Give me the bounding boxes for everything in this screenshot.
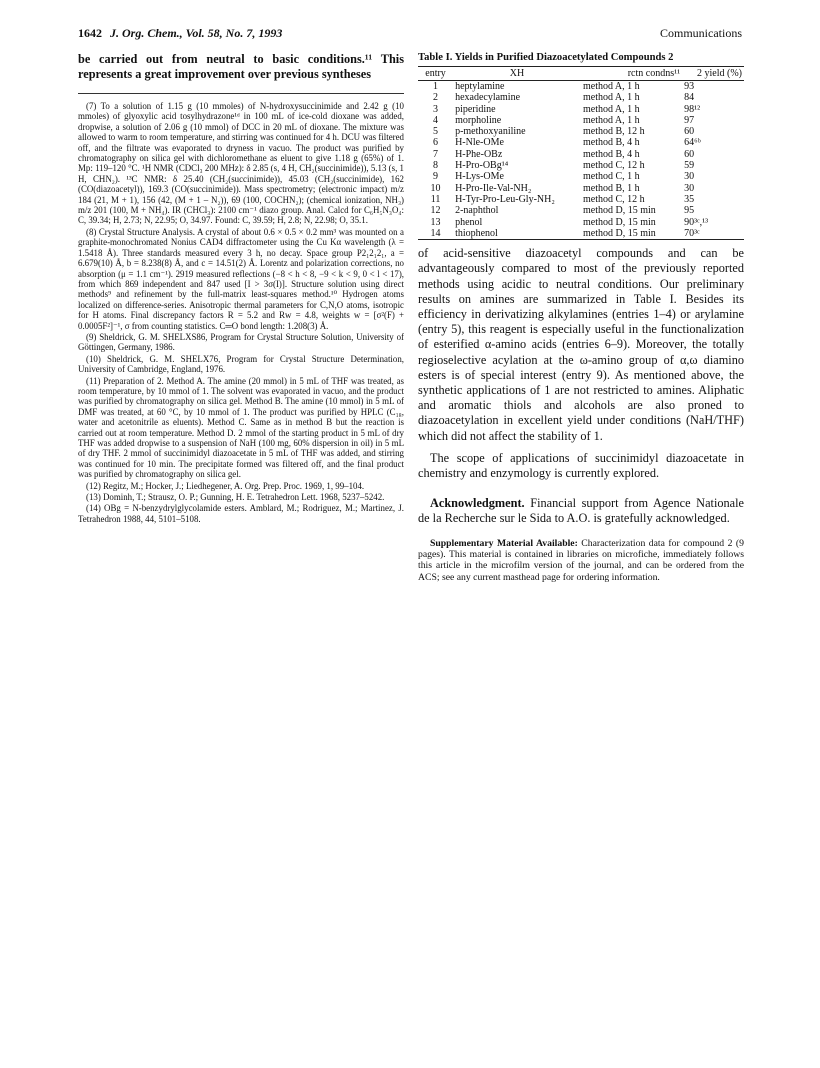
conditions-cell: method A, 1 h [582,92,640,104]
yields-table [418,66,744,240]
supplementary-heading: Supplementary Material Available: [430,537,578,549]
col-header-xh: XH [509,68,525,79]
yield-cell: 60 [684,148,695,160]
table-row [418,171,744,182]
table-row [418,81,744,93]
xh-cell: thiophenol [455,227,498,239]
conditions-cell: method D, 15 min [582,205,656,217]
yield-cell: 70³ᶜ [684,227,700,239]
conditions-cell: method B, 4 h [582,137,640,149]
entry-cell: 6 [433,137,439,149]
xh-cell: H-Pro-OBg¹⁴ [455,160,509,172]
entry-cell: 1 [433,81,439,92]
page-number: 1642 [78,26,102,40]
xh-cell: 2-naphthol [455,205,499,217]
col-header-conditions: rctn condns¹¹ [627,68,681,79]
yield-cell: 97 [684,114,695,126]
entry-cell: 7 [433,148,439,160]
lead-text: be carried out from neutral to basic conditions.¹¹ This represents a great improvement over previous syntheses [78,52,404,81]
table-row [418,194,744,205]
supplementary-material [418,538,744,584]
xh-cell: H-Tyr-Pro-Leu-Gly-NH₂ [455,193,555,205]
acknowledgment-heading: Acknowledgment. [430,496,525,511]
yield-cell: 35 [684,193,695,205]
entry-cell: 4 [433,114,439,126]
footnote-12: (12) Regitz, M.; Hocker, J.; Liedhegener, A. Org. Prep. Proc. 1969, 1, 99–104. [86,480,365,491]
conditions-cell: method C, 12 h [582,160,645,172]
footnote-10: (10) Sheldrick, G. M. SHELX76, Program for Crystal Structure Determination, University of Cambridge, England, 1976. [78,353,404,375]
conditions-cell: method D, 15 min [582,216,656,228]
xh-cell: p-methoxyaniline [455,126,526,138]
entry-cell: 3 [433,103,439,115]
conditions-cell: method A, 1 h [582,103,640,115]
table-row [418,115,744,126]
yield-cell: 60 [684,126,695,138]
entry-cell: 14 [430,227,441,239]
table-row [418,92,744,103]
table-row [418,137,744,148]
table-row [418,160,744,171]
yield-cell: 90³ᶜ,¹³ [684,216,709,228]
yield-cell: 98¹² [684,103,701,115]
conditions-cell: method B, 4 h [582,148,640,160]
xh-cell: piperidine [455,103,496,115]
footnote-divider [78,93,404,94]
entry-cell: 11 [430,193,441,205]
entry-cell: 5 [433,126,439,138]
conditions-cell: method C, 1 h [582,171,640,183]
table-row [418,183,744,194]
footnote-9: (9) Sheldrick, G. M. SHELXS86, Program for Crystal Structure Solution, University of Göttingen, Germany, 1986. [78,331,404,353]
entry-cell: 8 [433,160,439,172]
xh-cell: hexadecylamine [455,92,521,104]
table-row [418,149,744,160]
col-header-yield: 2 yield (%) [697,68,742,79]
body-paragraph: of acid-sensitive diazoacetyl compounds and can be advantageously compared to most of the previously reported methods using acidic to neutral conditions. Our preliminary results on amines are summarized in Table I. Besides its efficiency in derivatizing alkylamines (entries 1–4) or arylamine (entry 5), this reagent is especially useful in the functionalization of esterified α-amino acids (entries 6–9). Moreover, the totally regioselective acylation at the ω-amino group of α,ω diamino esters is of special interest (entry 9). As mentioned above, the synthetic applications of 1 are not restricted to amines. Aliphatic and aromatic thiols and alcohols are also proned to diazoacetylation in excellent yield under conditions (NaH/THF) which did not affect the stability of 1. [418,246,744,443]
right-column [418,52,744,583]
yield-cell: 84 [684,92,695,104]
xh-cell: H-Lys-OMe [455,171,504,183]
left-column [78,52,404,525]
xh-cell: H-Phe-OBz [455,148,503,160]
xh-cell: phenol [455,216,483,228]
supplementary-text: Characterization data for compound 2 (9 pages). This material is contained in libraries on microfiche, immediately follows this article in the microfilm version of the journal, and can be ordered from the ACS; see any current masthead page for ordering information. [418,537,744,583]
footnote-14: (14) OBg = N-benzydrylglycolamide esters. Amblard, M.; Rodriguez, M.; Martinez, J. Tetrahedron 1988, 44, 5101–5108. [78,503,404,524]
xh-cell: H-Pro-Ile-Val-NH₂ [455,182,532,194]
table-row [418,205,744,216]
col-header-entry: entry [425,68,446,79]
entry-cell: 9 [433,171,439,183]
journal-citation: J. Org. Chem., Vol. 58, No. 7, 1993 [110,26,283,40]
acknowledgment-text: Financial support from Agence Nationale de la Recherche sur le Sida to A.O. is gratefully acknowledged. [418,496,744,526]
yield-cell: 30 [684,182,695,194]
acknowledgment [418,496,744,526]
xh-cell: H-Nle-OMe [455,137,504,149]
conditions-cell: method B, 1 h [582,182,640,194]
conditions-cell: method A, 1 h [582,81,640,92]
footnote-7: (7) To a solution of 1.15 g (10 mmoles) of N-hydroxysuccinimide and 2.42 g (10 mmoles) of glyoxylic acid tosylhydrazone¹ᵈ in 100 mL of ice-cold dioxane was added, dropwise, a solution of 2.06 g (10 mmol) of DCC in 20 mL of dioxane. The mixture was allowed to warm to room temperature, and stirring was continued for 4 h. DCU was filtered off, and the filtrate was evaporated to dryness in vacuo. The product was purified by chromatography on silica gel with dichloromethane as eluent to give 1.18 g (65%) of 1. Mp: 119–120 °C. ¹H NMR (CDCl₃ 200 MHz): δ 2.85 (s, 4 H, CH₂(succinimide)), 5.13 (s, 1 H, CHN₂). ¹³C NMR: δ 25.40 (CH₂(succinimide)), 45.03 (CH₂(succinimide), 162 (CO(diazoacetyl)), 169.3 (CO(succinimide)). Mass spectrometry; (electronic impact) m/z 184 (21, M + 1), 156 (42, (M + 1 – N₂)), 69 (100, COCHN₂); (chemical ionization, NH₃) m/z 201 (100, M + NH₄). IR (CHCl₃): 2100 cm⁻¹ diazo group. Anal. Calcd for C₆H₅N₃O₄: C, 39.34; H, 2.73; N, 22.95; O, 34.97. Found: C, 39.59; H, 2.8; N, 22.98; O, 35.1. [78,101,404,226]
running-header [78,26,282,41]
table-row [418,126,744,137]
footnotes [78,101,404,524]
table-body [418,81,744,240]
conditions-cell: method A, 1 h [582,114,640,126]
xh-cell: morpholine [455,114,502,126]
section-name: Communications [660,26,742,40]
footnote-13: (13) Dominh, T.; Strausz, O. P.; Gunning, H. E. Tetrahedron Lett. 1968, 5237–5242. [86,492,385,503]
entry-cell: 12 [430,205,441,217]
body-paragraph: The scope of applications of succinimidyl diazoacetate in chemistry and enzymology is currently explored. [418,450,744,480]
conditions-cell: method C, 12 h [582,193,645,205]
yield-cell: 95 [684,205,695,217]
footnote-8: (8) Crystal Structure Analysis. A crystal of about 0.6 × 0.5 × 0.2 mm³ was mounted on a graphite-monochromated Nonius CAD4 diffractometer using the Cu Kα wavelength (λ = 1.5418 Å). Three standards measured every 3 h, no decay. Space group P2₁2₁2₁, a = 6.679(10) Å, b = 8.238(8) Å, and c = 14.51(2) Å. Lorentz and polarization corrections, no absorption (μ = 1.1 cm⁻¹). 2919 measured reflections (−8 < h < 8, −9 < k < 9, 0 < l < 17), from which 869 independent and 847 used [I > 3σ(I)]. Structure solution using direct methods⁹ and refinement by the full-matrix least-squares method.¹⁰ Hydrogen atoms localized on difference-series. Anisotropic thermal parameters for C,N,O atoms, isotropic for H atoms. Final discrepancy factors R = 5.2 and Rw = 4.8, weights w = [σ²(F) + 0.0005F²]⁻¹, σ from counting statistics. C═O bond length: 1.208(3) Å. [78,226,404,331]
table-row [418,104,744,115]
entry-cell: 13 [430,216,441,228]
yield-cell: 30 [684,171,695,183]
conditions-cell: method B, 12 h [582,126,645,138]
entry-cell: 2 [433,92,439,104]
conditions-cell: method D, 15 min [582,227,656,239]
table-header-row [418,67,744,81]
entry-cell: 10 [430,182,441,194]
table-title: Table I. Yields in Purified Diazoacetylated Compounds 2 [418,52,674,63]
yield-cell: 93 [684,81,695,92]
yield-cell: 59 [684,160,695,172]
table-row [418,217,744,228]
yield-cell: 64⁶ᵇ [684,137,701,149]
table-row [418,228,744,240]
xh-cell: heptylamine [455,81,505,92]
footnote-11: (11) Preparation of 2. Method A. The amine (20 mmol) in 5 mL of THF was treated, as room temperature, by 10 mmol of 1. The solvent was evaporated in vacuo, and the product was purified by chromatography on silica gel. Method B. The amine (10 mmol) in 5 mL of DMF was treated, at 60 °C, by 10 mmol of 1. The product was purified by HPLC (C₁₈, water and acetonitrile as eluents). Method C. Same as in method B but the reaction is carried out at room temperature. Method D. 2 mmol of the starting product in 5 mL of dry THF was added dropwise to a suspension of NaH (100 mg, 60% dispersion in oil) in 5 mL of dry THF. 2 mmol of succinimidyl diazoacetate in 5 mL of THF was added, and stirring was continued for 10 min. The precipitate formed was filtered off, and the final product was purified by chromatography on silica gel. [78,375,404,480]
